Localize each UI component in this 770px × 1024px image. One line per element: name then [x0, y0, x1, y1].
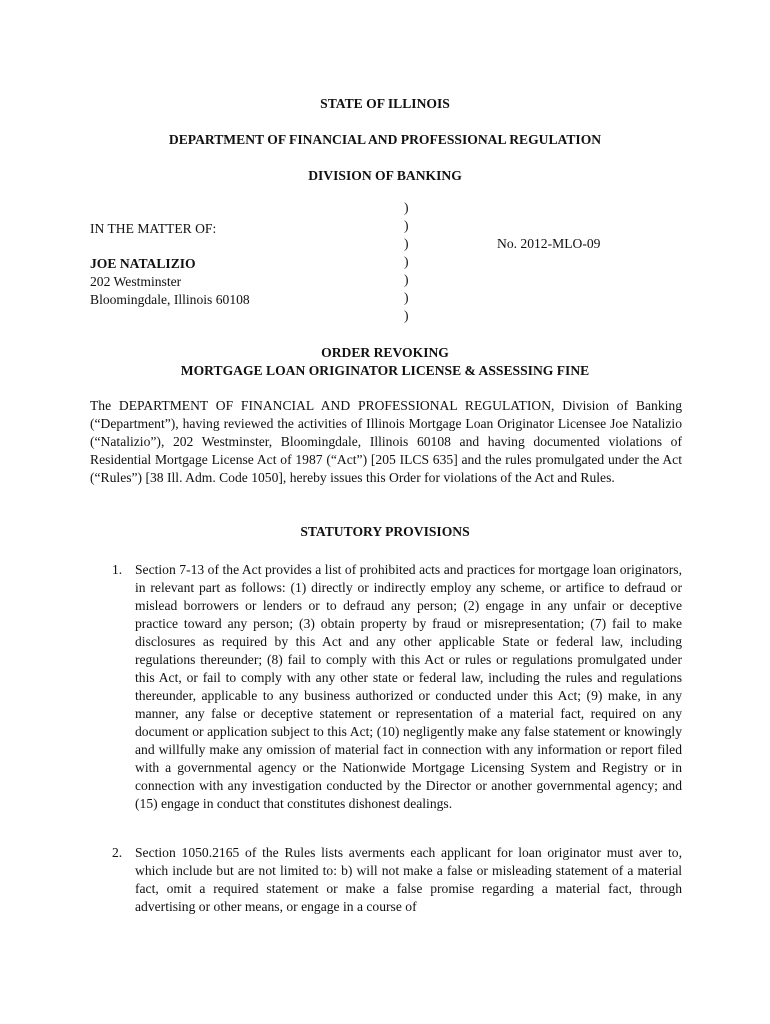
order-title-line1: ORDER REVOKING: [321, 345, 449, 360]
list-item: [90, 561, 682, 813]
department-heading: DEPARTMENT OF FINANCIAL AND PROFESSIONAL REGULATION: [168, 132, 602, 147]
caption-paren: ): [404, 218, 409, 233]
statutory-provisions-heading: STATUTORY PROVISIONS: [300, 524, 470, 539]
caption-paren: ): [404, 254, 409, 269]
provisions-list: [90, 561, 682, 813]
caption-paren: ): [404, 200, 409, 215]
provisions-list-continued: [90, 844, 682, 916]
caption-parentheses: [404, 199, 416, 325]
intro-paragraph: The DEPARTMENT OF FINANCIAL AND PROFESSIONAL REGULATION, Division of Banking (“Department”), having reviewed the activities of Illinois Mortgage Loan Originator Licensee Joe Natalizio (“Natalizio”), 202 Westminster, Bloomingdale, Illinois 60108 and having documented violations of Residential Mortgage License Act of 1987 (“Act”) [205 ILCS 635] and the rules promulgated under the Act (“Rules”) [38 Ill. Adm. Code 1050], hereby issues this Order for violations of the Act and Rules.: [90, 398, 682, 485]
respondent-name: JOE NATALIZIO: [90, 256, 196, 271]
list-item-number: 2.: [112, 845, 123, 860]
list-item: [90, 844, 682, 916]
caption-paren: ): [404, 290, 409, 305]
in-the-matter-label: IN THE MATTER OF:: [90, 221, 217, 236]
caption-paren: ): [404, 308, 409, 323]
caption-paren: ): [404, 236, 409, 251]
list-item-text: Section 1050.2165 of the Rules lists averments each applicant for loan originator must aver to, which include but are not limited to: b) will not make a false or misleading statement of a material fact, omit a required statement or make a false promise regarding a material fact, through advertising or other means, or engage in a course of: [135, 845, 682, 914]
list-item-number: 1.: [112, 562, 123, 577]
respondent-address-line1: 202 Westminster: [90, 274, 182, 289]
division-heading: DIVISION OF BANKING: [308, 168, 462, 183]
list-item-text: Section 7-13 of the Act provides a list of prohibited acts and practices for mortgage loan originators, in relevant part as follows: (1) directly or indirectly employ any scheme, or artifice to defraud or mislead borrowers or lenders or to defraud any person; (2) engage in any unfair or deceptive practice toward any person; (3) obtain property by fraud or misrepresentation; (7) fail to make disclosures as required by this Act and any other applicable State or federal law, including regulations thereunder; (8) fail to comply with this Act or rules or regulations promulgated under this Act, or fail to comply with any other state or federal law, including the rules and regulations thereunder, applicable to any business authorized or conducted under this Act; (9) make, in any manner, any false or deceptive statement or representation of a material fact, required on any document or application subject to this Act; (10) negligently make any false statement or knowingly and willfully make any omission of material fact in connection with any information or report filed with a governmental agency or the Nationwide Mortgage Licensing System and Registry or in connection with any investigation conducted by the Director or another governmental agency; and (15) engage in conduct that constitutes dishonest dealings.: [135, 562, 682, 811]
case-number: No. 2012-MLO-09: [497, 236, 601, 251]
caption-paren: ): [404, 272, 409, 287]
order-title-line2: MORTGAGE LOAN ORIGINATOR LICENSE & ASSESSING FINE: [180, 363, 590, 378]
state-heading: STATE OF ILLINOIS: [320, 96, 450, 111]
respondent-address-line2: Bloomingdale, Illinois 60108: [90, 292, 250, 307]
